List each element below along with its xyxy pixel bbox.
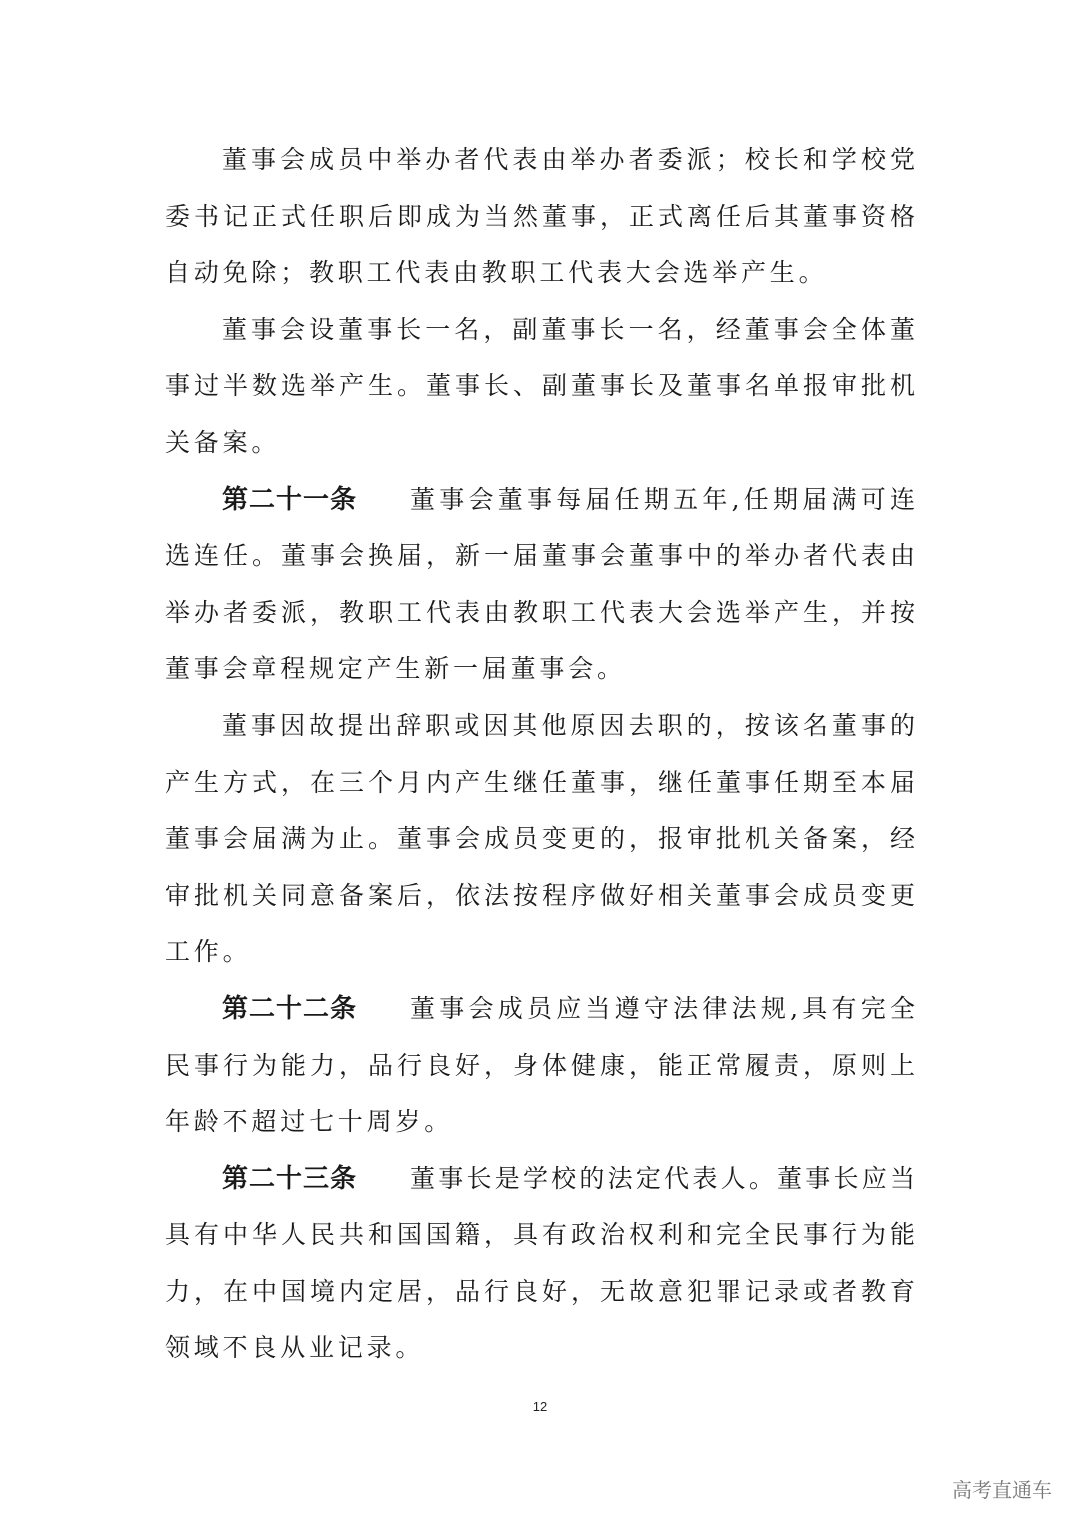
text-line: 产生方式，在三个月内产生继任董事，继任董事任期至本届 — [165, 767, 915, 797]
text-line: 董事会董事每届任期五年,任期届满可连 — [410, 484, 915, 514]
text-line: 董事会成员应当遵守法律法规,具有完全 — [410, 993, 915, 1023]
text-line: 董事会成员中举办者代表由举办者委派；校长和学校党 — [222, 145, 915, 174]
article-heading: 第二十一条 — [222, 484, 358, 515]
text-line: 自动免除；教职工代表由教职工代表大会选举产生。 — [165, 258, 828, 288]
document-body — [165, 132, 915, 1377]
text-line: 董事会届满为止。董事会成员变更的，报审批机关备案，经 — [165, 824, 915, 854]
text-line: 委书记正式任职后即成为当然董事，正式离任后其董事资格 — [165, 201, 915, 231]
text-line: 工作。 — [165, 937, 252, 967]
article-heading: 第二十三条 — [222, 1163, 358, 1194]
article-21 — [165, 472, 915, 529]
text-line: 民事行为能力，品行良好，身体健康，能正常履责，原则上 — [165, 1050, 915, 1080]
article-22 — [165, 981, 915, 1038]
text-line: 年龄不超过七十周岁。 — [165, 1107, 454, 1137]
text-line: 董事长是学校的法定代表人。董事长应当 — [410, 1163, 915, 1193]
text-line: 力，在中国境内定居，品行良好，无故意犯罪记录或者教育 — [165, 1276, 915, 1306]
watermark: 高考直通车 — [952, 1478, 1052, 1502]
article-23 — [165, 1151, 915, 1208]
article-heading: 第二十二条 — [222, 993, 358, 1024]
text-line: 具有中华人民共和国国籍，具有政治权利和完全民事行为能 — [165, 1220, 915, 1250]
text-line: 举办者委派，教职工代表由教职工代表大会选举产生，并按 — [165, 597, 915, 627]
text-line: 董事会设董事长一名，副董事长一名，经董事会全体董 — [222, 314, 915, 344]
text-line: 审批机关同意备案后，依法按程序做好相关董事会成员变更 — [165, 880, 915, 910]
text-line: 选连任。董事会换届，新一届董事会董事中的举办者代表由 — [165, 541, 915, 571]
text-line: 事过半数选举产生。董事长、副董事长及董事名单报审批机 — [165, 371, 915, 401]
text-line: 董事会章程规定产生新一届董事会。 — [165, 654, 626, 684]
text-line: 关备案。 — [165, 427, 281, 457]
page-number: 12 — [532, 1399, 548, 1414]
text-line: 董事因故提出辞职或因其他原因去职的，按该名董事的 — [222, 710, 915, 740]
text-line: 领域不良从业记录。 — [165, 1333, 425, 1363]
